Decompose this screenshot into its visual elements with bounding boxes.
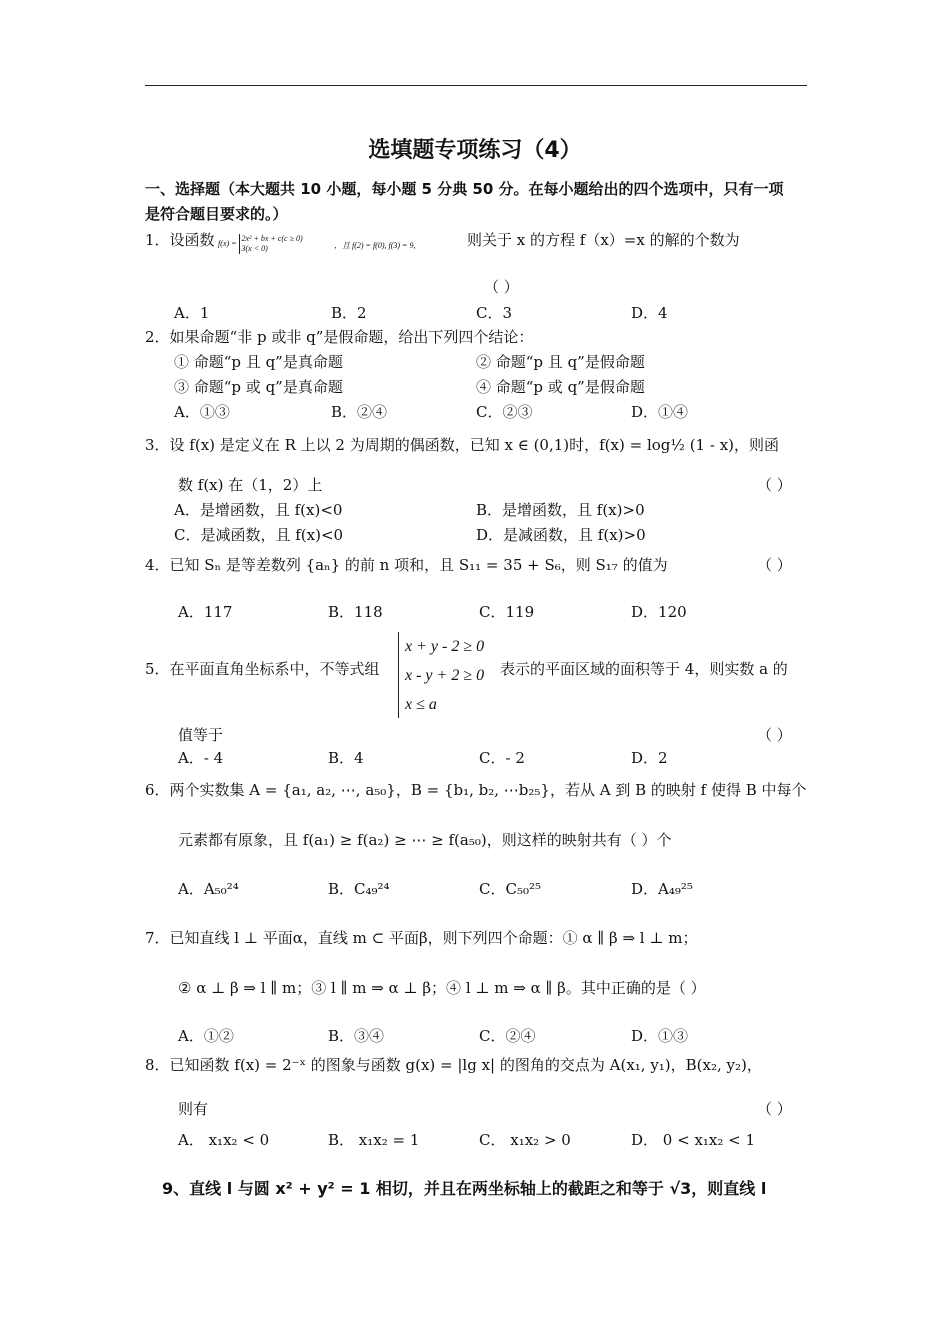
q1-func-cond: ，且 f(2) = f(0), f(3) = 9, — [334, 241, 416, 250]
q5-option-a: A．- 4 — [178, 749, 224, 767]
page-title: 选填题专项练习（4） — [368, 138, 582, 163]
q5-stem-line2: 值等于 — [178, 726, 224, 744]
q8-option-a: A． x₁x₂ < 0 — [178, 1131, 270, 1149]
q4-answer-paren: （ ） — [757, 556, 792, 574]
q3-option-a: A．是增函数，且 f(x)<0 — [174, 501, 343, 519]
q8-answer-paren: （ ） — [757, 1100, 792, 1118]
q1-option-d: D．4 — [631, 304, 668, 322]
q5-inequality-2: x - y + 2 ≥ 0 — [405, 667, 485, 684]
q7-option-c: C．②④ — [479, 1027, 536, 1045]
q6-stem-line2: 元素都有原象，且 f(a₁) ≥ f(a₂) ≥ ⋯ ≥ f(a₅₀)，则这样的映射共有（ ）个 — [178, 831, 672, 849]
header-rule — [145, 85, 807, 86]
q4-stem: 4．已知 Sₙ 是等差数列 {aₙ} 的前 n 项和，且 S₁₁ = 35 + S₆，则 S₁₇ 的值为 — [145, 556, 668, 574]
q4-option-a: A．117 — [178, 603, 233, 621]
q3-option-c: C．是减函数，且 f(x)<0 — [174, 526, 344, 544]
q5-tail: 表示的平面区域的面积等于 4，则实数 a 的 — [500, 660, 788, 678]
q3-answer-paren: （ ） — [757, 476, 792, 494]
q2-conclusion-2: ② 命题“p 且 q”是假命题 — [476, 353, 645, 371]
q6-stem-line1: 6．两个实数集 A = {a₁, a₂, ⋯, a₅₀}，B = {b₁, b₂, ⋯b₂₅}，若从 A 到 B 的映射 f 使得 B 中每个 — [145, 781, 807, 799]
q3-stem-line2: 数 f(x) 在（1，2）上 — [178, 476, 323, 494]
q1-piecewise: f(x) = 2x² + bx + c(c ≥ 0) 3(x < 0) — [218, 234, 303, 253]
q2-option-c: C．②③ — [476, 403, 533, 421]
section-heading-line2: 是符合题目要求的。） — [145, 205, 288, 223]
q2-option-d: D．①④ — [631, 403, 689, 421]
q6-option-b: B．C₄₉²⁴ — [328, 880, 390, 898]
q9-stem-line1: 9、直线 l 与圆 x² + y² = 1 相切，并且在两坐标轴上的截距之和等于 √3，则直线 l — [162, 1179, 767, 1198]
q7-option-b: B．③④ — [328, 1027, 385, 1045]
q1-func-bottom: 3(x < 0) — [241, 244, 268, 253]
q1-tail: 则关于 x 的方程 f（x）=x 的解的个数为 — [467, 231, 740, 249]
q6-option-a: A．A₅₀²⁴ — [178, 880, 239, 898]
q1-option-a: A．1 — [174, 304, 210, 322]
q2-option-b: B．②④ — [331, 403, 388, 421]
q3-option-b: B．是增函数，且 f(x)>0 — [476, 501, 645, 519]
q1-option-b: B．2 — [331, 304, 367, 322]
q8-stem-line2: 则有 — [178, 1100, 209, 1118]
q1-func-top: 2x² + bx + c(c ≥ 0) — [241, 234, 303, 243]
q7-option-d: D．①③ — [631, 1027, 689, 1045]
q6-option-c: C．C₅₀²⁵ — [479, 880, 542, 898]
q5-option-d: D．2 — [631, 749, 668, 767]
q5-inequality-3: x ≤ a — [405, 696, 437, 713]
q5-answer-paren: （ ） — [757, 726, 792, 744]
q5-option-c: C．- 2 — [479, 749, 525, 767]
q4-option-b: B．118 — [328, 603, 383, 621]
q4-option-c: C．119 — [479, 603, 535, 621]
q1-lead: 1．设函数 — [145, 231, 215, 249]
q2-conclusion-4: ④ 命题“p 或 q”是假命题 — [476, 378, 645, 396]
q5-option-b: B．4 — [328, 749, 364, 767]
q5-inequality-1: x + y - 2 ≥ 0 — [405, 638, 485, 655]
q7-option-a: A．①② — [178, 1027, 234, 1045]
q5-inequality-system — [398, 632, 484, 718]
q2-stem: 2．如果命题“非 p 或非 q”是假命题，给出下列四个结论： — [145, 328, 534, 346]
q1-option-c: C．3 — [476, 304, 513, 322]
q6-option-d: D．A₄₉²⁵ — [631, 880, 693, 898]
q3-stem-line1: 3．设 f(x) 是定义在 R 上以 2 为周期的偶函数，已知 x ∈ (0,1)时，f(x) = log½ (1 - x)，则函 — [145, 436, 780, 454]
q8-option-d: D． 0 < x₁x₂ < 1 — [631, 1131, 756, 1149]
q8-option-c: C． x₁x₂ > 0 — [479, 1131, 571, 1149]
q5-lead: 5．在平面直角坐标系中，不等式组 — [145, 660, 380, 678]
q4-option-d: D．120 — [631, 603, 687, 621]
section-heading-line1: 一、选择题（本大题共 10 小题，每小题 5 分典 50 分。在每小题给出的四个选项中，只有一项 — [145, 180, 784, 198]
q2-option-a: A．①③ — [174, 403, 230, 421]
q3-option-d: D．是减函数，且 f(x)>0 — [476, 526, 646, 544]
q8-option-b: B． x₁x₂ = 1 — [328, 1131, 420, 1149]
q7-stem-line1: 7．已知直线 l ⊥ 平面α，直线 m ⊂ 平面β，则下列四个命题：① α ∥ β ⇒ l ⊥ m； — [145, 929, 698, 947]
q7-stem-line2: ② α ⊥ β ⇒ l ∥ m；③ l ∥ m ⇒ α ⊥ β；④ l ⊥ m ⇒ α ∥ β。其中正确的是（ ） — [178, 979, 706, 997]
q2-conclusion-1: ① 命题“p 且 q”是真命题 — [174, 353, 343, 371]
q8-stem-line1: 8．已知函数 f(x) = 2⁻ˣ 的图象与函数 g(x) = |lg x| 的图角的交点为 A(x₁, y₁)，B(x₂, y₂)， — [145, 1056, 762, 1074]
q2-conclusion-3: ③ 命题“p 或 q”是真命题 — [174, 378, 343, 396]
q1-answer-paren: （ ） — [484, 278, 519, 296]
